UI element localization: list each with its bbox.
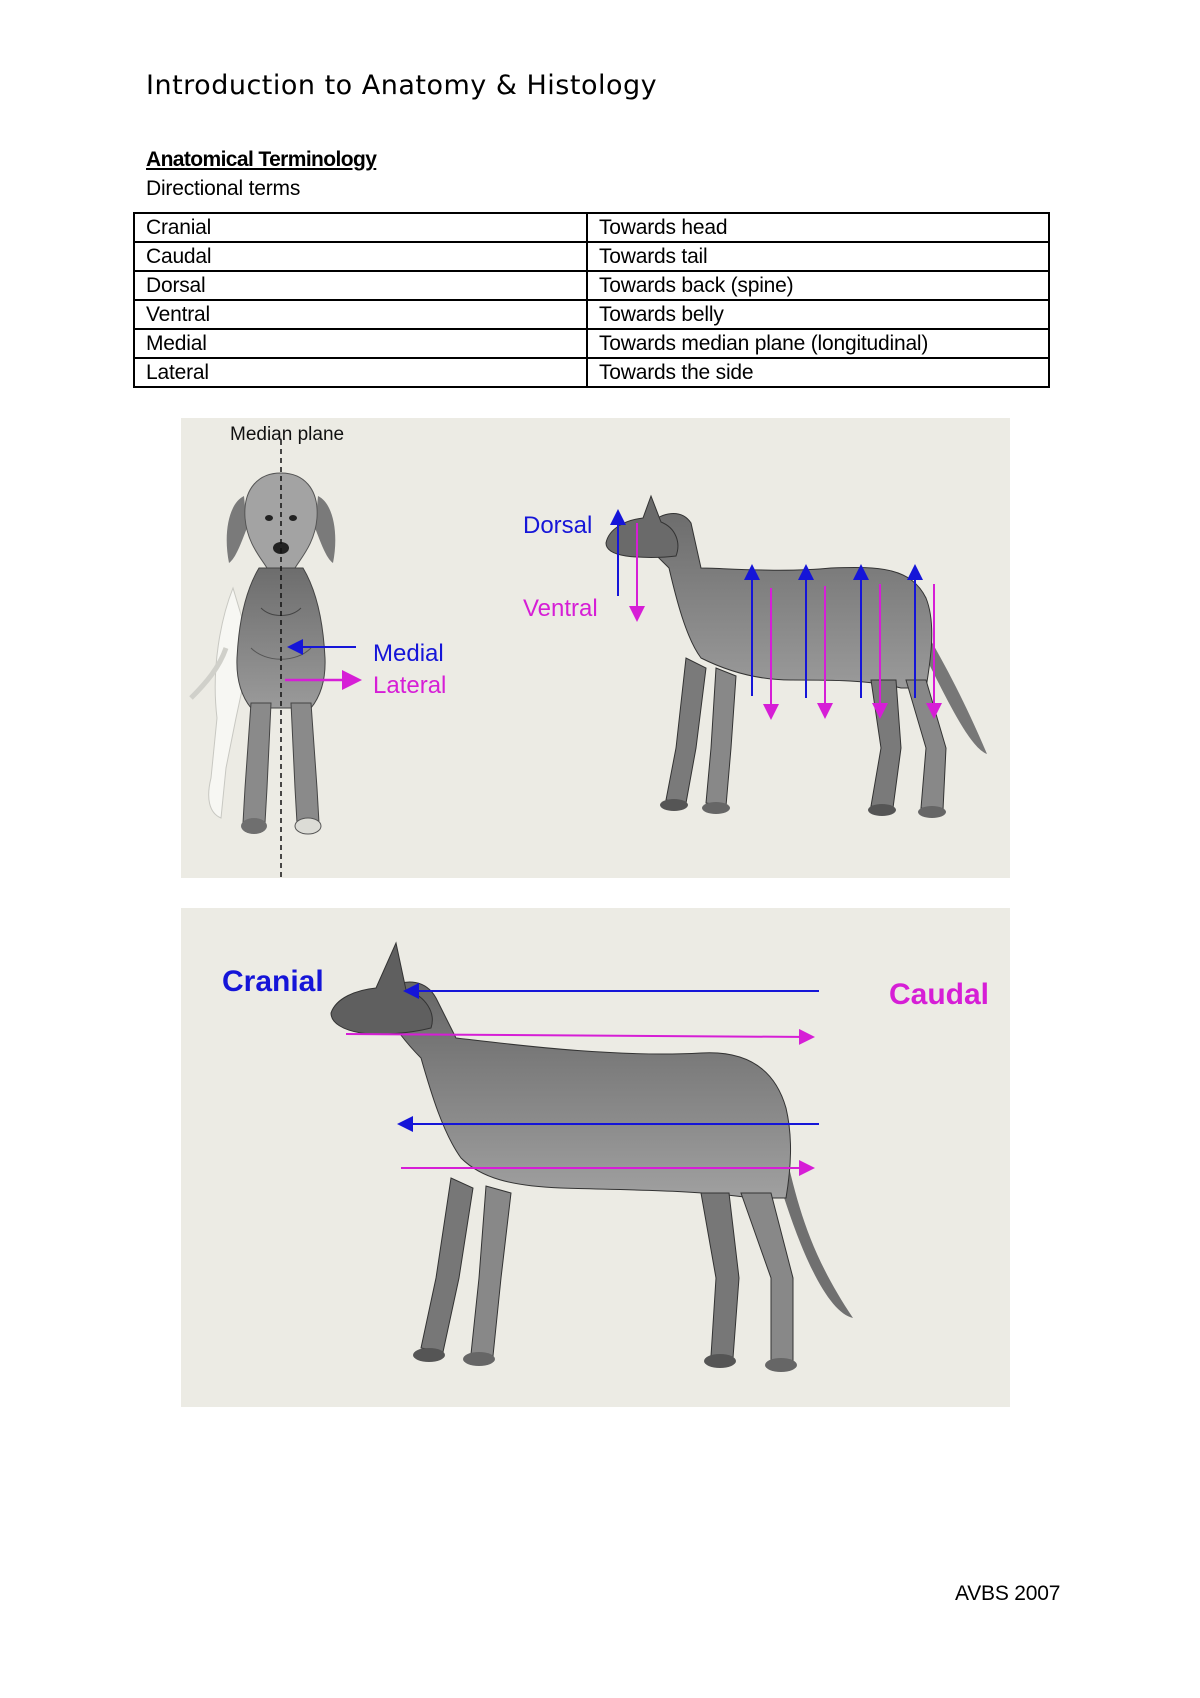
ventral-label: Ventral	[523, 595, 598, 622]
term-cell: Cranial	[134, 213, 587, 242]
directional-terms-table	[133, 212, 1050, 388]
definition-cell: Towards head	[587, 213, 1049, 242]
dog-lateral-view-illustration-large	[331, 943, 853, 1372]
definition-cell: Towards back (spine)	[587, 271, 1049, 300]
table-row	[134, 358, 1049, 387]
term-cell: Ventral	[134, 300, 587, 329]
term-cell: Lateral	[134, 358, 587, 387]
median-plane-label: Median plane	[230, 424, 345, 445]
footer-text: AVBS 2007	[955, 1582, 1061, 1605]
table-row	[134, 271, 1049, 300]
definition-cell: Towards median plane (longitudinal)	[587, 329, 1049, 358]
caudal-label: Caudal	[889, 978, 990, 1011]
section-heading: Anatomical Terminology	[146, 148, 377, 171]
table-row	[134, 242, 1049, 271]
directional-figure-cranial-caudal	[181, 908, 1010, 1407]
definition-cell: Towards the side	[587, 358, 1049, 387]
figure-1-svg	[181, 418, 1010, 878]
definition-cell: Towards belly	[587, 300, 1049, 329]
cranial-label: Cranial	[222, 965, 324, 998]
dog-front-view-illustration	[191, 473, 335, 834]
directional-figure-front-lateral	[181, 418, 1010, 878]
page-title: Introduction to Anatomy & Histology	[146, 70, 658, 101]
dorsal-label: Dorsal	[523, 512, 593, 539]
table-row	[134, 300, 1049, 329]
lateral-label: Lateral	[373, 672, 447, 699]
term-cell: Medial	[134, 329, 587, 358]
table-row	[134, 329, 1049, 358]
term-cell: Dorsal	[134, 271, 587, 300]
term-cell: Caudal	[134, 242, 587, 271]
definition-cell: Towards tail	[587, 242, 1049, 271]
medial-label: Medial	[373, 640, 444, 667]
figure-2-svg	[181, 908, 1010, 1407]
dog-lateral-view-illustration	[606, 496, 987, 818]
subheading: Directional terms	[146, 177, 301, 200]
table-row	[134, 213, 1049, 242]
